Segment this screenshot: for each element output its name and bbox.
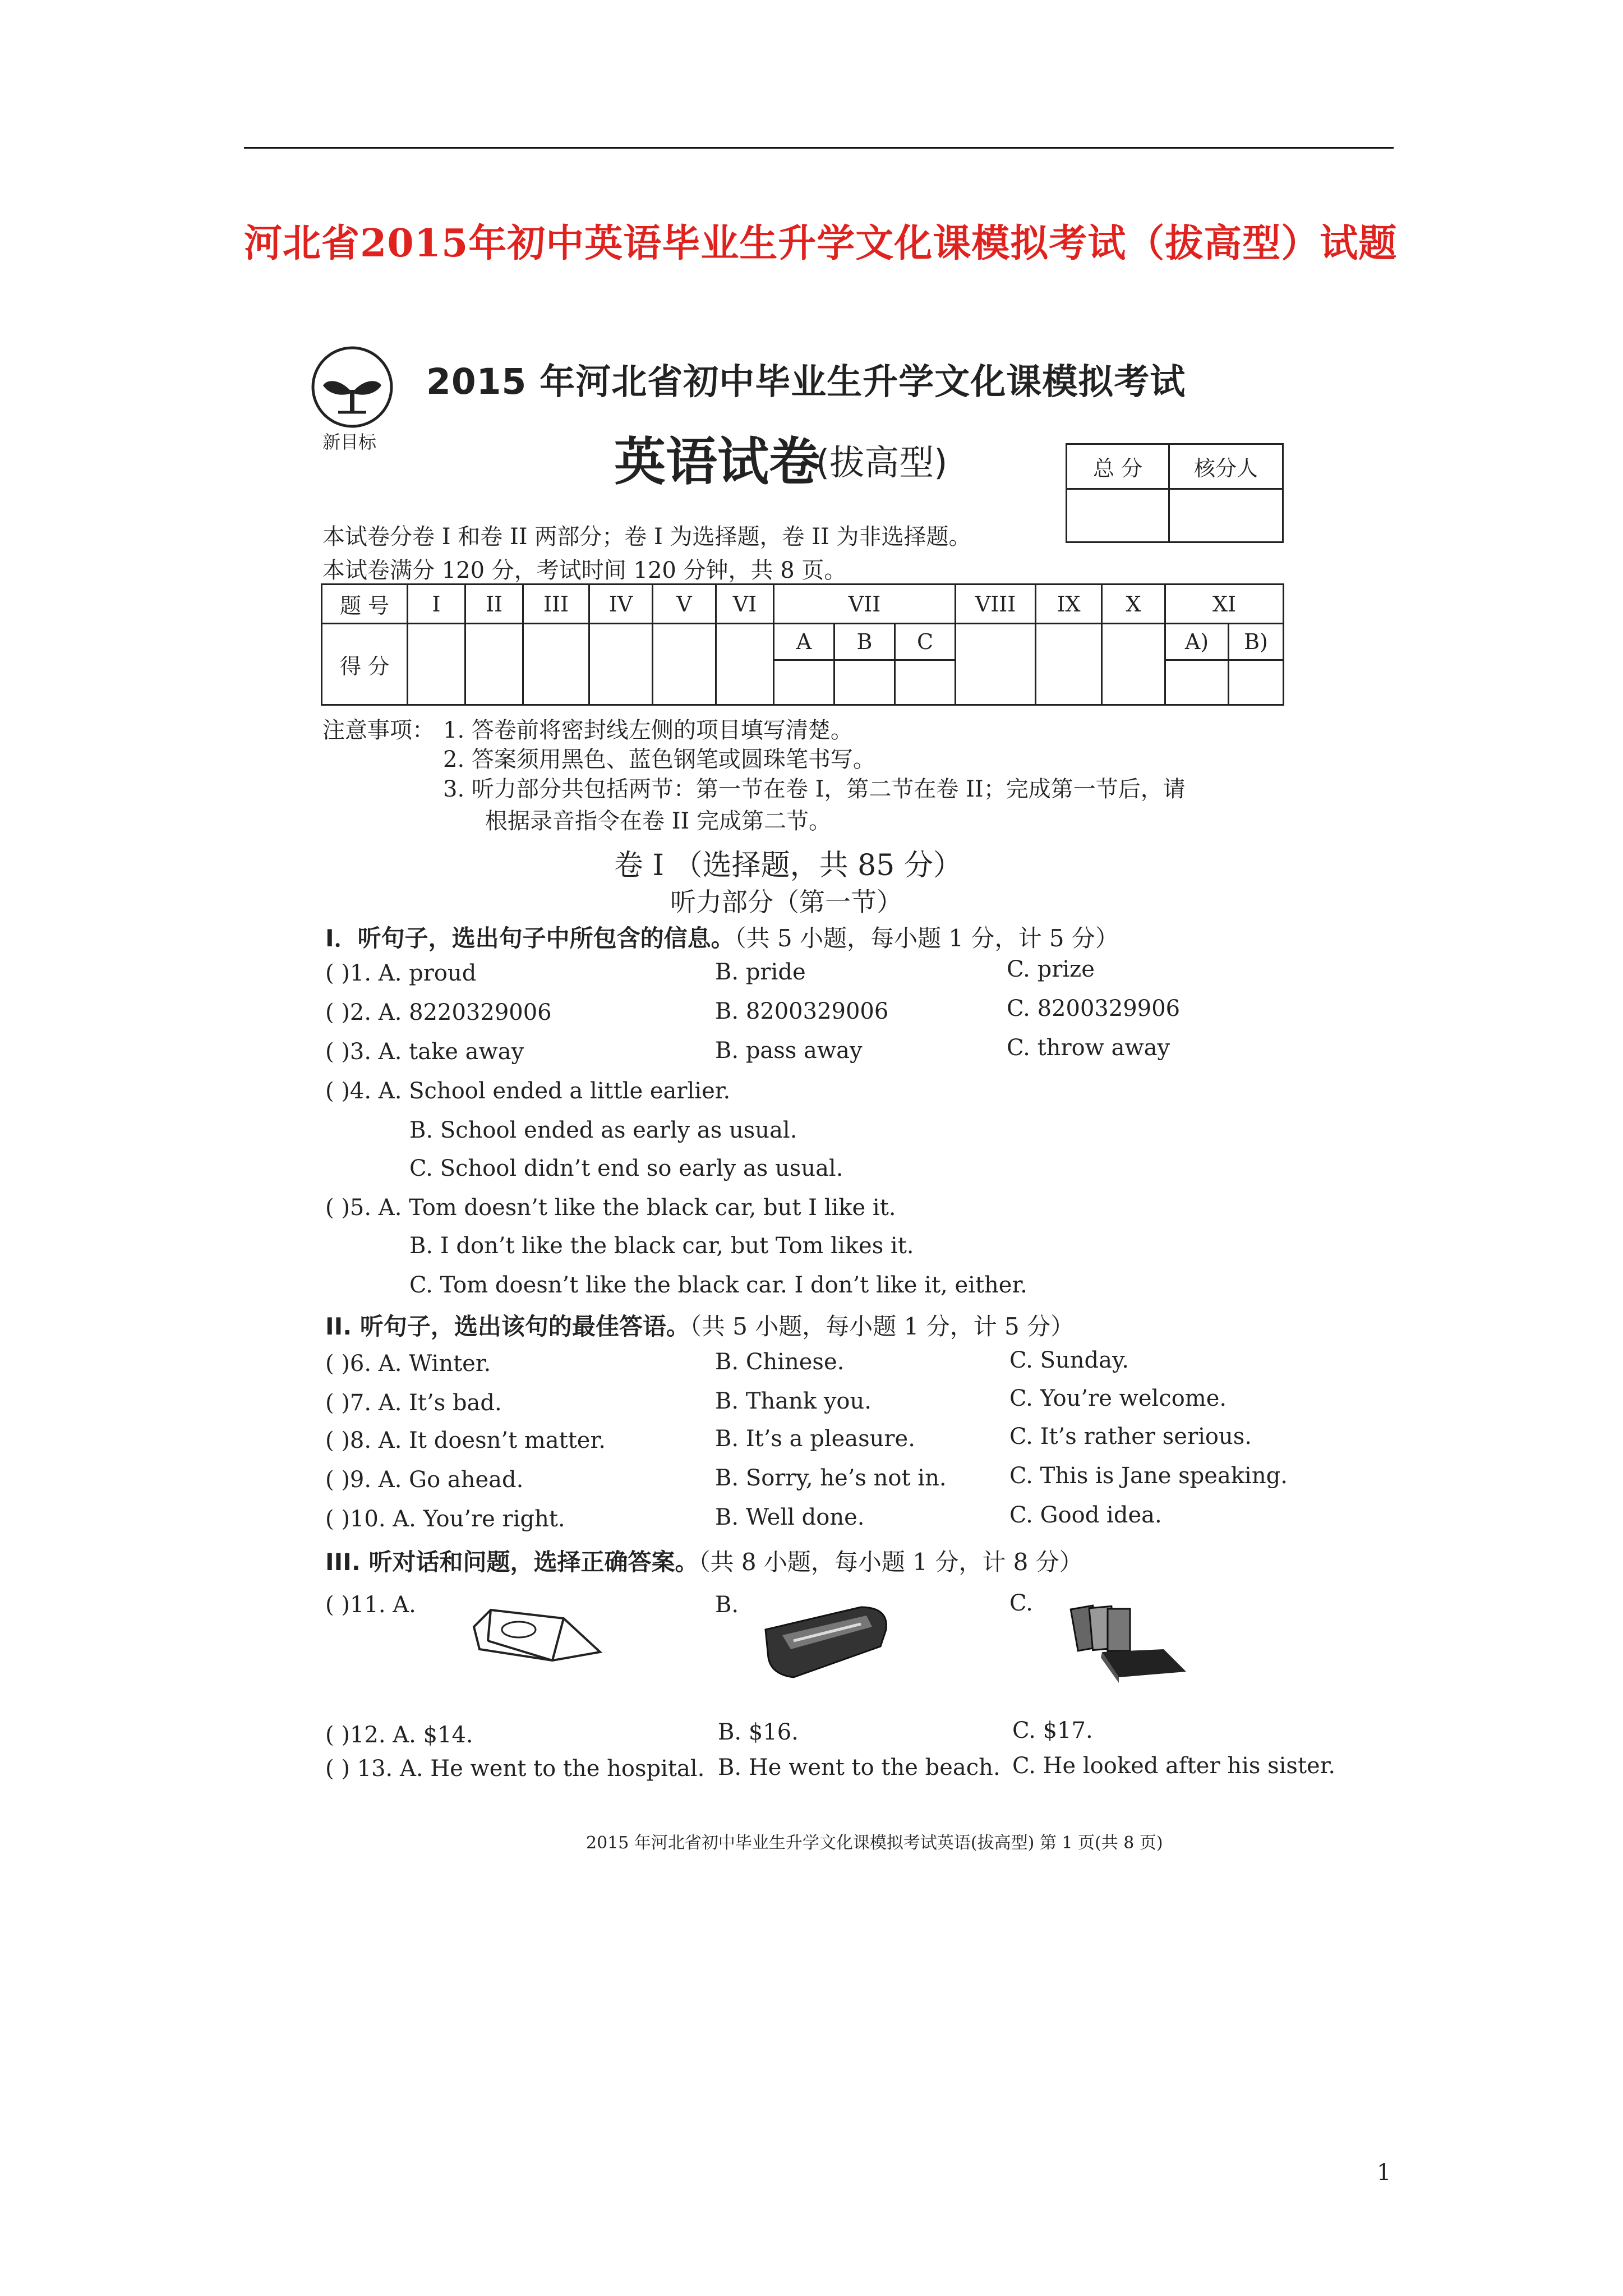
notes-label: 注意事项： (322, 717, 435, 743)
q5-c: C. Tom doesn’t like the black car. I don’t like it, either. (409, 1272, 1027, 1298)
xi-b: B) (1229, 624, 1284, 660)
section-IV: IV (589, 585, 653, 624)
part-2-heading: II. 听句子，选出该句的最佳答语。（共 5 小题，每小题 1 分，计 5 分） (325, 1313, 1075, 1340)
q7: ( )7. A. It’s bad. (325, 1390, 502, 1416)
total-score-table (1066, 443, 1284, 543)
total-score-cell (1067, 489, 1169, 542)
section-V: V (653, 585, 716, 624)
sprout-logo-icon (307, 345, 397, 435)
pencil-box-icon (468, 1599, 603, 1672)
note-3-continued: 根据录音指令在卷 II 完成第二节。 (485, 808, 832, 834)
q6-c: C. Sunday. (1009, 1347, 1129, 1373)
q11-b: B. (715, 1592, 739, 1618)
q13-c: C. He looked after his sister. (1012, 1753, 1336, 1779)
q2: ( )2. A. 8220329006 (325, 1000, 552, 1025)
xi-a: A) (1165, 624, 1229, 660)
intro-line-2: 本试卷满分 120 分，考试时间 120 分钟，共 8 页。 (322, 558, 847, 583)
page-number: 1 (1377, 2160, 1391, 2185)
q8-b: B. It’s a pleasure. (715, 1426, 915, 1452)
section-XI: XI (1165, 585, 1284, 624)
q1-b: B. pride (715, 959, 806, 985)
q10: ( )10. A. You’re right. (325, 1506, 565, 1532)
q1-c: C. prize (1007, 956, 1095, 982)
section-number-label: 题 号 (322, 585, 408, 624)
q7-c: C. You’re welcome. (1009, 1386, 1227, 1411)
note-2: 2. 答案须用黑色、蓝色钢笔或圆珠笔书写。 (443, 747, 875, 772)
pencil-case-icon (760, 1596, 895, 1680)
vii-c: C (895, 624, 956, 660)
intro-line-1: 本试卷分卷 I 和卷 II 两部分；卷 I 为选择题，卷 II 为非选择题。 (322, 524, 971, 550)
top-rule (244, 147, 1394, 149)
q3-c: C. throw away (1007, 1035, 1170, 1061)
q8: ( )8. A. It doesn’t matter. (325, 1428, 606, 1453)
score-label: 得 分 (322, 624, 408, 705)
logo-caption: 新目标 (322, 431, 377, 453)
q4-b: B. School ended as early as usual. (409, 1117, 797, 1143)
q9-c: C. This is Jane speaking. (1009, 1463, 1288, 1489)
q9-b: B. Sorry, he’s not in. (715, 1465, 947, 1491)
q11-c: C. (1009, 1590, 1033, 1616)
vii-a: A (774, 624, 834, 660)
checker-cell (1169, 489, 1283, 542)
q9: ( )9. A. Go ahead. (325, 1467, 524, 1493)
section-I: I (408, 585, 465, 624)
q2-c: C. 8200329906 (1007, 996, 1181, 1022)
section-IX: IX (1036, 585, 1102, 624)
document-title: 河北省2015年初中英语毕业生升学文化课模拟考试（拔高型）试题 (244, 221, 1398, 266)
section-III: III (523, 585, 589, 624)
q5-b: B. I don’t like the black car, but Tom likes it. (409, 1233, 914, 1259)
section-title: 卷 I （选择题，共 85 分） (614, 849, 962, 882)
q12-c: C. $17. (1012, 1718, 1093, 1743)
q12-b: B. $16. (718, 1719, 799, 1745)
q11: ( )11. A. (325, 1592, 416, 1618)
section-score-table (321, 583, 1284, 706)
q3: ( )3. A. take away (325, 1039, 524, 1065)
page-footer: 2015 年河北省初中毕业生升学文化课模拟考试英语(拔高型) 第 1 页(共 8 页) (586, 1833, 1163, 1853)
q3-b: B. pass away (715, 1038, 863, 1064)
q6: ( )6. A. Winter. (325, 1351, 491, 1377)
exam-header: 2015 年河北省初中毕业生升学文化课模拟考试 (426, 361, 1186, 402)
total-score-label: 总 分 (1067, 444, 1169, 489)
part-3-heading: III. 听对话和问题，选择正确答案。（共 8 小题，每小题 1 分，计 8 分） (325, 1548, 1083, 1576)
q10-c: C. Good idea. (1009, 1502, 1162, 1528)
q13-b: B. He went to the beach. (718, 1755, 1000, 1780)
note-1: 1. 答卷前将密封线左侧的项目填写清楚。 (443, 717, 853, 743)
note-3: 3. 听力部分共包括两节：第一节在卷 I，第二节在卷 II；完成第一节后，请 (443, 776, 1186, 802)
paper-subtitle: (拔高型) (816, 442, 948, 483)
q6-b: B. Chinese. (715, 1349, 845, 1375)
q8-c: C. It’s rather serious. (1009, 1424, 1252, 1450)
section-II: II (465, 585, 523, 624)
vii-b: B (834, 624, 895, 660)
section-X: X (1102, 585, 1165, 624)
section-VII: VII (774, 585, 956, 624)
books-icon (1057, 1599, 1192, 1683)
section-VIII: VIII (956, 585, 1036, 624)
q10-b: B. Well done. (715, 1504, 865, 1530)
q4-c: C. School didn’t end so early as usual. (409, 1156, 843, 1181)
part-1-heading: I．听句子，选出句子中所包含的信息。（共 5 小题，每小题 1 分，计 5 分） (325, 924, 1119, 952)
q12: ( )12. A. $14. (325, 1722, 473, 1748)
checker-label: 核分人 (1169, 444, 1283, 489)
paper-title: 英语试卷 (614, 432, 821, 492)
q7-b: B. Thank you. (715, 1388, 872, 1414)
q13: ( ) 13. A. He went to the hospital. (325, 1756, 705, 1782)
q5: ( )5. A. Tom doesn’t like the black car, but I like it. (325, 1195, 896, 1221)
q2-b: B. 8200329006 (715, 999, 889, 1024)
listening-title: 听力部分（第一节） (670, 887, 902, 917)
q1: ( )1. A. proud (325, 960, 477, 986)
q4: ( )4. A. School ended a little earlier. (325, 1078, 731, 1104)
section-VI: VI (716, 585, 774, 624)
